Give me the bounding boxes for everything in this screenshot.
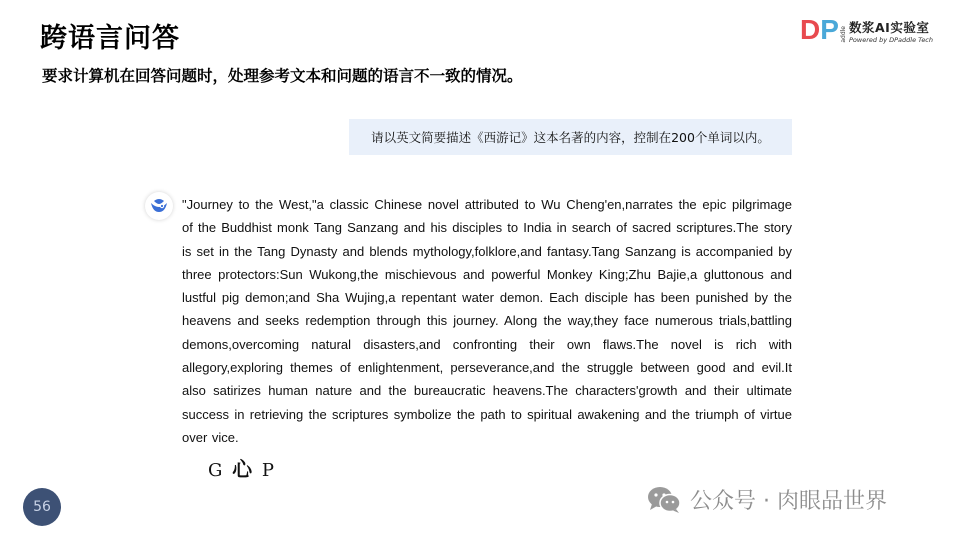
logo-letter-d: D [800, 14, 821, 45]
answer-text: "Journey to the West,"a classic Chinese novel attributed to Wu Cheng'en,narrates the epic pilgrimage of the Buddhist monk Tang Sanzang and his disciples to India in search of sacred scriptures.The story is set in the Tang Dynasty and blends mythology,folklore,and fantasy.Tang Sanzang is accompanied by three protectors:Sun Wukong,the mischievous and powerful Monkey King;Zhu Bajie,a gluttonous and lustful pig demon;and Sha Wujing,a repentant water demon. Each disciple has been punished by the heavens and seeks redemption through this journey. Along the way,they face numerous trials,battling demons,overcoming natural disasters,and confronting their own flaws.The novel is rich with allegory,exploring themes of enlightenment, perseverance,and the struggle between good and evil.It also satirizes human nature and the bureaucratic heavens.The characters'growth and their ultimate success in retrieving the scriptures symbolize the path to spiritual awakening and the triumph of virtue over vice. [182, 197, 792, 445]
footer-letter-p: P [261, 460, 276, 481]
logo-letter-p: P [820, 14, 839, 45]
slide-title: 跨语言问答 [40, 23, 180, 54]
wechat-icon [646, 485, 682, 515]
bot-avatar [145, 192, 173, 220]
watermark [646, 484, 887, 515]
footer-letter-g: G [208, 460, 225, 481]
user-prompt-text: 请以英文简要描述《西游记》这本名著的内容，控制在200个单词以内。 [371, 130, 770, 145]
footer-char-xin: 心 [232, 457, 255, 481]
slide-subtitle: 要求计算机在回答问题时，处理参考文本和问题的语言不一致的情况。 [42, 67, 523, 85]
logo-vertical-text: addle [840, 26, 847, 43]
logo-mark [800, 15, 839, 45]
watermark-text: 公众号 · 肉眼品世界 [690, 489, 887, 514]
page-number-badge: 56 [23, 488, 61, 526]
bot-icon [148, 195, 170, 217]
answer-footer [208, 453, 276, 482]
brand-logo [800, 14, 940, 48]
logo-tagline: Powered by DPaddle Tech [849, 36, 934, 44]
logo-name: 数浆AI实验室 [849, 20, 930, 35]
user-prompt-bubble [349, 119, 792, 155]
